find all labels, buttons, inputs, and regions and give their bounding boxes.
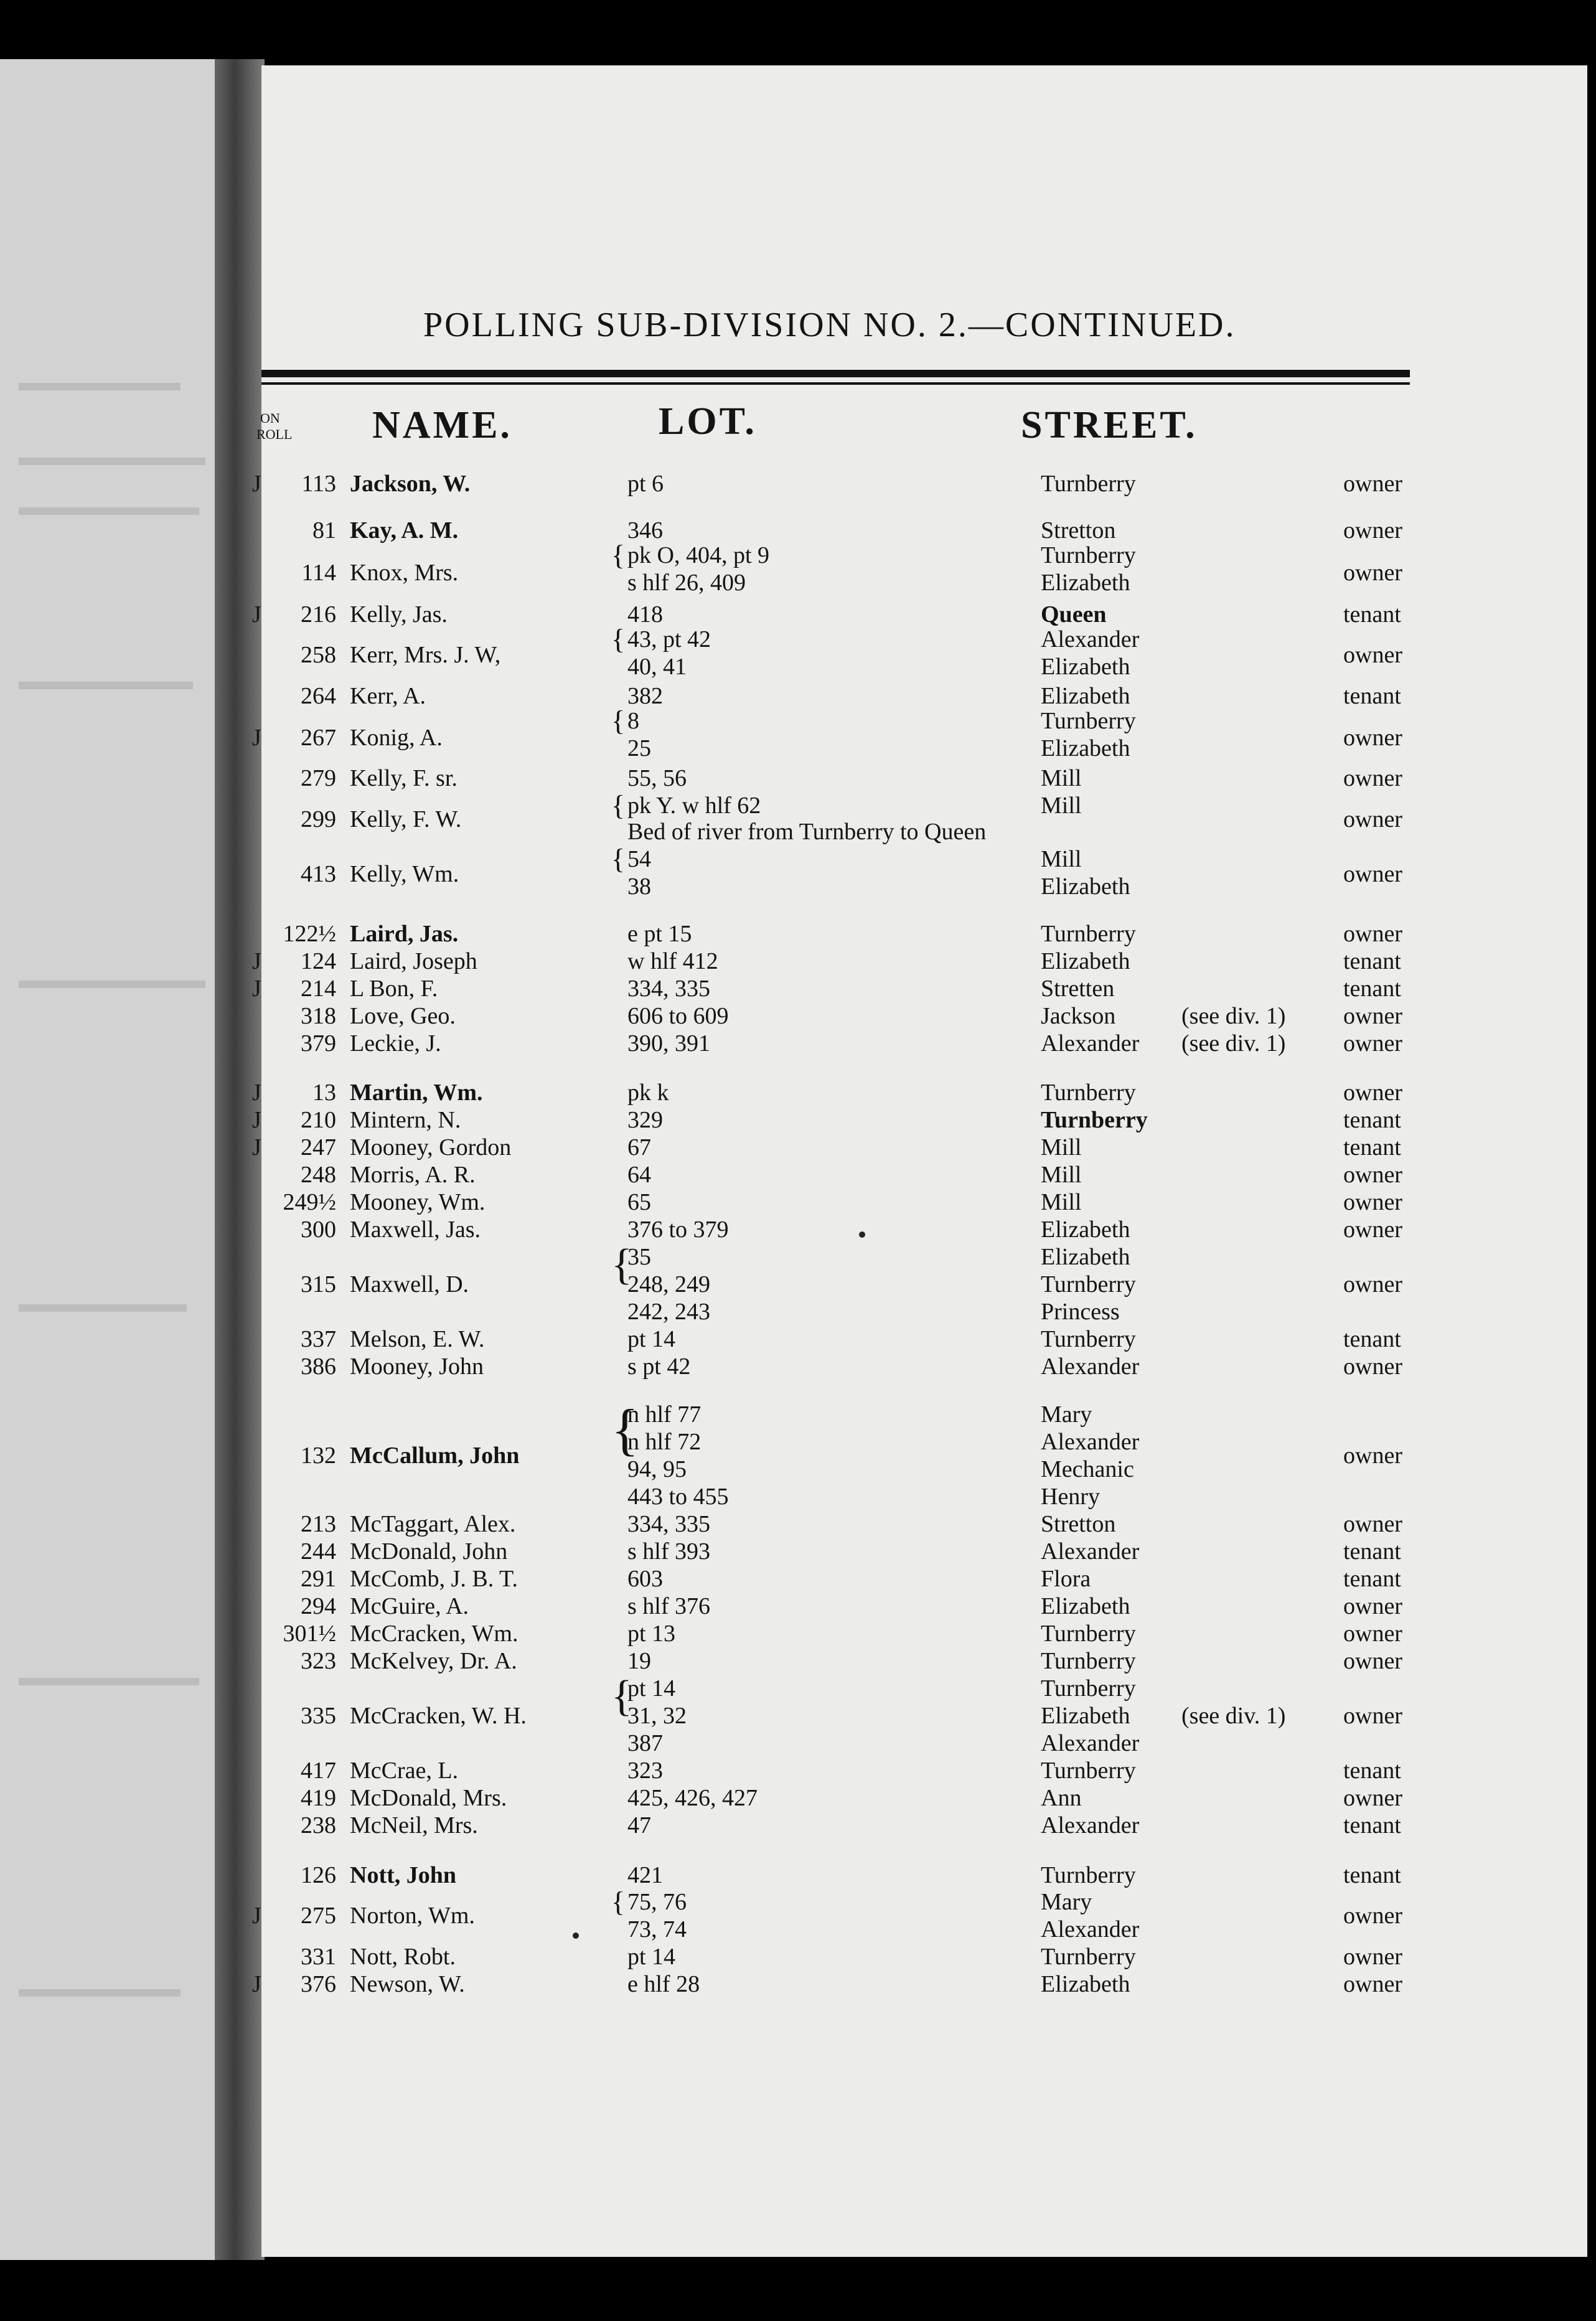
row-roll-number: 258 xyxy=(301,642,336,668)
row-status: owner xyxy=(1343,1593,1402,1619)
brace: { xyxy=(611,843,626,875)
row-status: owner xyxy=(1343,1511,1402,1537)
row-status: owner xyxy=(1343,1030,1402,1057)
row-lot-2: s hlf 26, 409 xyxy=(627,570,746,596)
row-name: McCrae, L. xyxy=(350,1758,459,1784)
row-status: tenant xyxy=(1343,1566,1401,1592)
row-name: Mooney, John xyxy=(350,1354,484,1380)
brace: { xyxy=(611,1886,626,1918)
row-status: owner xyxy=(1343,1271,1402,1297)
facing-page-fragment xyxy=(0,59,215,2260)
row-name: Maxwell, Jas. xyxy=(350,1217,481,1243)
row-lot-2: 38 xyxy=(627,873,651,900)
row-status: owner xyxy=(1343,1354,1402,1380)
row-roll-number: 113 xyxy=(301,471,336,497)
row-roll-number: 216 xyxy=(301,601,336,628)
row-name: Kelly, Jas. xyxy=(350,601,448,628)
row-lot: 55, 56 xyxy=(627,765,687,791)
row-roll-number: 323 xyxy=(301,1648,336,1674)
row-roll-number: 379 xyxy=(301,1030,336,1057)
row-lot: pt 14 xyxy=(627,1675,676,1702)
row-name: Newson, W. xyxy=(350,1971,465,1997)
column-header-name: NAME. xyxy=(372,404,512,446)
row-street-4: Henry xyxy=(1041,1484,1100,1510)
row-lot: 334, 335 xyxy=(627,1511,710,1537)
row-roll-number: 81 xyxy=(312,517,336,544)
ink-speck xyxy=(573,1933,579,1939)
row-j-mark: J xyxy=(252,976,261,1002)
row-roll-number: 248 xyxy=(301,1162,336,1188)
row-name: McTaggart, Alex. xyxy=(350,1511,516,1537)
row-street: Flora xyxy=(1041,1566,1091,1592)
row-name: Jackson, W. xyxy=(350,471,471,497)
row-name: Konig, A. xyxy=(350,725,443,751)
row-j-mark: J xyxy=(252,1903,261,1929)
row-lot: pk k xyxy=(627,1080,669,1106)
header-rule xyxy=(261,370,1410,377)
row-status: owner xyxy=(1343,1648,1402,1674)
row-street: Elizabeth xyxy=(1041,1971,1130,1997)
row-status: owner xyxy=(1343,806,1402,832)
row-roll-number: 419 xyxy=(301,1785,336,1811)
row-street: Elizabeth xyxy=(1041,1217,1130,1243)
row-lot: s hlf 376 xyxy=(627,1593,710,1619)
row-name: Mooney, Gordon xyxy=(350,1134,512,1160)
row-status: owner xyxy=(1343,1162,1402,1188)
row-name: Mintern, N. xyxy=(350,1107,461,1133)
column-header-roll-bottom: ROLL xyxy=(256,426,293,442)
row-j-mark: J xyxy=(252,948,261,974)
row-status: tenant xyxy=(1343,683,1401,709)
row-status: tenant xyxy=(1343,1107,1401,1133)
row-lot: w hlf 412 xyxy=(627,948,718,974)
row-roll-number: 337 xyxy=(301,1326,336,1352)
row-street: Turnberry xyxy=(1041,708,1136,734)
row-roll-number: 335 xyxy=(301,1703,336,1729)
row-j-mark: J xyxy=(252,1134,261,1160)
row-lot: 390, 391 xyxy=(627,1030,710,1057)
row-lot: 425, 426, 427 xyxy=(627,1785,758,1811)
row-lot: 54 xyxy=(627,846,651,872)
row-street: Turnberry xyxy=(1041,1944,1136,1970)
row-status: owner xyxy=(1343,1189,1402,1215)
row-lot: pt 14 xyxy=(627,1326,676,1352)
row-roll-number: 124 xyxy=(301,948,336,974)
column-header-street: STREET. xyxy=(1021,404,1198,446)
row-street: Elizabeth xyxy=(1041,1593,1130,1619)
row-roll-number: 247 xyxy=(301,1134,336,1160)
row-name: Laird, Jas. xyxy=(350,921,459,947)
row-lot: s hlf 393 xyxy=(627,1538,710,1565)
row-street-3: Alexander xyxy=(1041,1730,1140,1756)
row-lot-2: 25 xyxy=(627,735,651,761)
row-status: owner xyxy=(1343,471,1402,497)
row-roll-number: 279 xyxy=(301,765,336,791)
row-lot-2: 248, 249 xyxy=(627,1271,710,1297)
page-title: POLLING SUB-DIVISION NO. 2.—CONTINUED. xyxy=(423,306,1236,344)
row-status: owner xyxy=(1343,1785,1402,1811)
row-roll-number: 210 xyxy=(301,1107,336,1133)
row-name: Kay, A. M. xyxy=(350,517,459,544)
row-street: Mary xyxy=(1041,1401,1092,1428)
brace: { xyxy=(611,1398,639,1461)
row-lot-2: 31, 32 xyxy=(627,1703,687,1729)
row-street-2: Elizabeth xyxy=(1041,570,1130,596)
row-street: Turnberry xyxy=(1041,921,1136,947)
row-lot: 418 xyxy=(627,601,663,628)
row-name: Martin, Wm. xyxy=(350,1080,483,1106)
row-street-2: Elizabeth xyxy=(1041,873,1130,900)
row-lot: 376 to 379 xyxy=(627,1217,729,1243)
row-lot: pk Y. w hlf 62 xyxy=(627,793,761,819)
row-roll-number: 301½ xyxy=(283,1621,336,1647)
row-roll-number: 386 xyxy=(301,1354,336,1380)
row-j-mark: J xyxy=(252,471,261,497)
row-name: McNeil, Mrs. xyxy=(350,1812,478,1838)
header-rule-thin xyxy=(261,382,1410,385)
row-lot: 382 xyxy=(627,683,663,709)
row-lot-3: 94, 95 xyxy=(627,1456,687,1482)
row-status: owner xyxy=(1343,1443,1402,1469)
row-lot: 8 xyxy=(627,708,639,734)
row-street: Turnberry xyxy=(1041,1675,1136,1702)
row-roll-number: 413 xyxy=(301,861,336,887)
row-lot-2: n hlf 72 xyxy=(627,1429,702,1455)
row-lot: 64 xyxy=(627,1162,651,1188)
row-street: Turnberry xyxy=(1041,1326,1136,1352)
row-lot-2: 40, 41 xyxy=(627,654,687,680)
row-lot: 43, pt 42 xyxy=(627,626,711,652)
row-street-2: Elizabeth xyxy=(1041,735,1130,761)
row-status: owner xyxy=(1343,1003,1402,1029)
row-street: Mill xyxy=(1041,765,1082,791)
row-name: McComb, J. B. T. xyxy=(350,1566,518,1592)
row-status: owner xyxy=(1343,1944,1402,1970)
row-roll-number: 238 xyxy=(301,1812,336,1838)
row-name: Morris, A. R. xyxy=(350,1162,476,1188)
row-roll-number: 417 xyxy=(301,1758,336,1784)
row-name: Nott, Robt. xyxy=(350,1944,456,1970)
row-street: Stretten xyxy=(1041,976,1115,1002)
row-lot-3: 387 xyxy=(627,1730,663,1756)
row-street: Turnberry xyxy=(1041,542,1136,568)
row-name: McKelvey, Dr. A. xyxy=(350,1648,517,1674)
row-name: Mooney, Wm. xyxy=(350,1189,486,1215)
row-j-mark: J xyxy=(252,1107,261,1133)
row-street: Turnberry xyxy=(1041,1862,1136,1888)
row-status: owner xyxy=(1343,560,1402,586)
brace: { xyxy=(611,1241,632,1289)
row-street: Alexander xyxy=(1041,626,1140,652)
row-lot: pt 6 xyxy=(627,471,664,497)
row-lot: 606 to 609 xyxy=(627,1003,729,1029)
row-j-mark: J xyxy=(252,1080,261,1106)
row-street: Alexander xyxy=(1041,1354,1140,1380)
row-status: tenant xyxy=(1343,1862,1401,1888)
row-roll-number: 213 xyxy=(301,1511,336,1537)
row-status: owner xyxy=(1343,1703,1402,1729)
row-street-2: Alexander xyxy=(1041,1916,1140,1942)
row-lot-4: 443 to 455 xyxy=(627,1484,729,1510)
row-street: Mill xyxy=(1041,793,1082,819)
row-j-mark: J xyxy=(252,1971,261,1997)
row-name: McDonald, Mrs. xyxy=(350,1785,507,1811)
row-lot: 323 xyxy=(627,1758,663,1784)
row-street: Elizabeth xyxy=(1041,1244,1130,1270)
row-name: Kelly, F. W. xyxy=(350,806,462,832)
brace: { xyxy=(611,705,626,737)
row-status: owner xyxy=(1343,1971,1402,1997)
row-lot: e pt 15 xyxy=(627,921,692,947)
row-street: Elizabeth xyxy=(1041,948,1130,974)
row-status: owner xyxy=(1343,1080,1402,1106)
row-status: tenant xyxy=(1343,1326,1401,1352)
row-roll-number: 275 xyxy=(301,1903,336,1929)
row-name: Kelly, Wm. xyxy=(350,861,459,887)
row-status: tenant xyxy=(1343,1812,1401,1838)
row-street: Stretton xyxy=(1041,1511,1116,1537)
row-roll-number: 122½ xyxy=(283,921,336,947)
row-name: Melson, E. W. xyxy=(350,1326,485,1352)
row-name: Maxwell, D. xyxy=(350,1271,469,1297)
row-lot: 334, 335 xyxy=(627,976,710,1002)
row-status: tenant xyxy=(1343,1758,1401,1784)
row-name: Kerr, A. xyxy=(350,683,426,709)
row-name: McCallum, John xyxy=(350,1443,520,1469)
row-street-2: Turnberry xyxy=(1041,1271,1136,1297)
row-street: Turnberry xyxy=(1041,1758,1136,1784)
row-street-2: Alexander xyxy=(1041,1429,1140,1455)
row-status: owner xyxy=(1343,1621,1402,1647)
row-note: (see div. 1) xyxy=(1181,1703,1286,1729)
row-lot: 19 xyxy=(627,1648,651,1674)
row-lot-2: Bed of river from Turnberry to Queen xyxy=(627,819,987,845)
row-name: Norton, Wm. xyxy=(350,1903,475,1929)
row-status: owner xyxy=(1343,1903,1402,1929)
row-street: Queen xyxy=(1041,601,1107,628)
row-lot: 47 xyxy=(627,1812,651,1838)
row-status: owner xyxy=(1343,765,1402,791)
row-name: McCracken, Wm. xyxy=(350,1621,519,1647)
row-name: McDonald, John xyxy=(350,1538,508,1565)
row-lot-2: 73, 74 xyxy=(627,1916,687,1942)
row-street: Turnberry xyxy=(1041,1080,1136,1106)
row-street: Mill xyxy=(1041,1162,1082,1188)
row-lot-3: 242, 243 xyxy=(627,1299,710,1325)
row-street: Mary xyxy=(1041,1889,1092,1915)
row-street: Ann xyxy=(1041,1785,1082,1811)
row-roll-number: 331 xyxy=(301,1944,336,1970)
row-lot: 603 xyxy=(627,1566,663,1592)
row-roll-number: 300 xyxy=(301,1217,336,1243)
row-street-2: Elizabeth xyxy=(1041,1703,1130,1729)
column-header-lot: LOT. xyxy=(659,400,757,443)
row-lot: 329 xyxy=(627,1107,663,1133)
row-lot: pt 14 xyxy=(627,1944,676,1970)
row-name: Nott, John xyxy=(350,1862,457,1888)
row-note: (see div. 1) xyxy=(1181,1030,1286,1057)
row-lot: 65 xyxy=(627,1189,651,1215)
row-street: Turnberry xyxy=(1041,1621,1136,1647)
brace: { xyxy=(611,539,626,571)
row-roll-number: 299 xyxy=(301,806,336,832)
row-street: Alexander xyxy=(1041,1538,1140,1565)
row-roll-number: 244 xyxy=(301,1538,336,1565)
row-roll-number: 214 xyxy=(301,976,336,1002)
row-status: tenant xyxy=(1343,1134,1401,1160)
row-status: tenant xyxy=(1343,1538,1401,1565)
row-street: Turnberry xyxy=(1041,1648,1136,1674)
row-status: owner xyxy=(1343,642,1402,668)
row-j-mark: J xyxy=(252,601,261,628)
row-status: tenant xyxy=(1343,976,1401,1002)
row-street-3: Princess xyxy=(1041,1299,1120,1325)
row-roll-number: 376 xyxy=(301,1971,336,1997)
row-lot: 75, 76 xyxy=(627,1889,687,1915)
row-roll-number: 114 xyxy=(301,560,336,586)
row-street-3: Mechanic xyxy=(1041,1456,1134,1482)
row-lot: 35 xyxy=(627,1244,651,1270)
row-street: Alexander xyxy=(1041,1812,1140,1838)
row-street: Turnberry xyxy=(1041,471,1136,497)
row-roll-number: 315 xyxy=(301,1271,336,1297)
row-status: owner xyxy=(1343,921,1402,947)
row-roll-number: 13 xyxy=(312,1080,336,1106)
row-j-mark: J xyxy=(252,725,261,751)
row-lot: n hlf 77 xyxy=(627,1401,702,1428)
row-name: McGuire, A. xyxy=(350,1593,469,1619)
row-name: L Bon, F. xyxy=(350,976,438,1002)
row-name: Laird, Joseph xyxy=(350,948,477,974)
row-roll-number: 132 xyxy=(301,1443,336,1469)
row-street: Mill xyxy=(1041,1134,1082,1160)
row-status: owner xyxy=(1343,517,1402,544)
row-status: owner xyxy=(1343,1217,1402,1243)
row-roll-number: 264 xyxy=(301,683,336,709)
row-lot: 67 xyxy=(627,1134,651,1160)
row-name: Kelly, F. sr. xyxy=(350,765,458,791)
row-status: tenant xyxy=(1343,948,1401,974)
row-lot: pk O, 404, pt 9 xyxy=(627,542,769,568)
row-status: owner xyxy=(1343,861,1402,887)
row-status: tenant xyxy=(1343,601,1401,628)
row-street: Turnberry xyxy=(1041,1107,1148,1133)
brace: { xyxy=(611,1672,632,1720)
row-name: Love, Geo. xyxy=(350,1003,456,1029)
column-header-roll-top: ON xyxy=(260,410,280,426)
row-status: owner xyxy=(1343,725,1402,751)
row-name: Kerr, Mrs. J. W, xyxy=(350,642,501,668)
row-lot: 421 xyxy=(627,1862,663,1888)
row-street: Alexander xyxy=(1041,1030,1140,1057)
brace: { xyxy=(611,789,626,821)
row-street: Jackson xyxy=(1041,1003,1116,1029)
row-roll-number: 126 xyxy=(301,1862,336,1888)
brace: { xyxy=(611,623,626,655)
row-street: Mill xyxy=(1041,1189,1082,1215)
row-roll-number: 318 xyxy=(301,1003,336,1029)
row-lot: 346 xyxy=(627,517,663,544)
row-roll-number: 249½ xyxy=(283,1189,336,1215)
row-street-2: Elizabeth xyxy=(1041,654,1130,680)
row-name: McCracken, W. H. xyxy=(350,1703,527,1729)
row-name: Leckie, J. xyxy=(350,1030,441,1057)
row-lot: e hlf 28 xyxy=(627,1971,700,1997)
row-note: (see div. 1) xyxy=(1181,1003,1286,1029)
row-roll-number: 291 xyxy=(301,1566,336,1592)
row-street: Mill xyxy=(1041,846,1082,872)
ink-speck xyxy=(859,1231,865,1238)
row-name: Knox, Mrs. xyxy=(350,560,459,586)
row-lot: s pt 42 xyxy=(627,1354,691,1380)
row-street: Elizabeth xyxy=(1041,683,1130,709)
row-street: Stretton xyxy=(1041,517,1116,544)
row-roll-number: 294 xyxy=(301,1593,336,1619)
row-lot: pt 13 xyxy=(627,1621,676,1647)
row-roll-number: 267 xyxy=(301,725,336,751)
